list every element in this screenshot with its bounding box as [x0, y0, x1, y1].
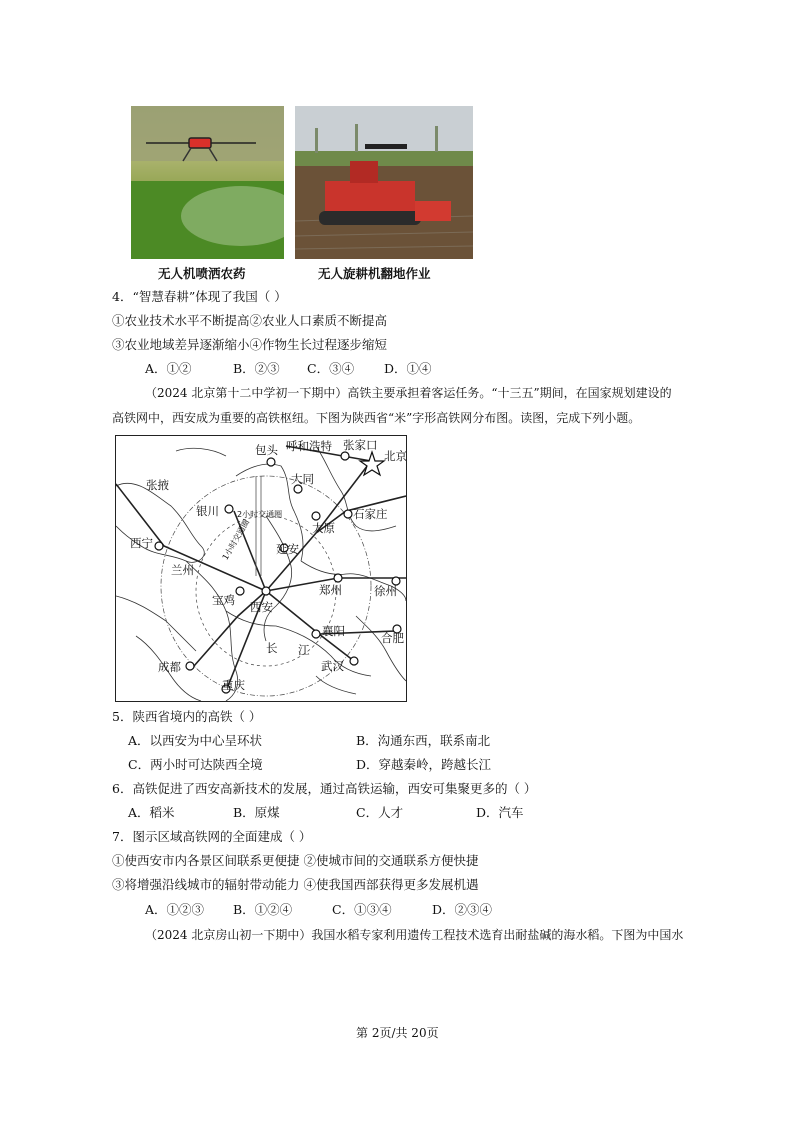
q5-option-d[interactable]: D．穿越秦岭，跨越长江: [356, 757, 492, 772]
q7-statement-2: ③将增强沿线城市的辐射带动能力 ④使我国西部获得更多发展机遇: [112, 877, 479, 892]
map-label-xining: 西宁: [130, 536, 153, 550]
q4-option-a[interactable]: A．①②: [145, 361, 192, 376]
map-label-yanan: 延安: [276, 542, 299, 556]
page-footer: 第 2页/共 20页: [356, 1026, 439, 1040]
q4-statement-1: ①农业技术水平不断提高②农业人口素质不断提高: [112, 313, 388, 328]
map-label-taiyuan: 太原: [312, 521, 335, 535]
map-label-circle-2h: 2小时交通圈: [237, 510, 283, 519]
map-label-yinchuan: 银川: [196, 504, 219, 518]
intro-2-line-2: 高铁网中，西安成为重要的高铁枢纽。下图为陕西省“米”字形高铁网分布图。读图，完成下列小题。: [112, 411, 641, 425]
drone-photo: [131, 106, 284, 259]
q6-option-a[interactable]: A．稻米: [128, 805, 175, 820]
q6-option-c[interactable]: C．人才: [356, 805, 404, 820]
map-label-xian: 西安: [250, 600, 273, 614]
q5-stem: 5．陕西省境内的高铁（ ）: [112, 709, 262, 724]
map-label-chengdu: 成都: [158, 660, 181, 674]
map-label-baoji: 宝鸡: [212, 593, 235, 607]
map-label-zhangjiakou: 张家口: [343, 438, 378, 452]
intro-2-line-1: （2024 北京第十二中学初一下期中）高铁主要承担着客运任务。“十三五”期间，在国家规划建设的: [145, 386, 672, 400]
q7-option-c[interactable]: C．①③④: [332, 902, 392, 917]
map-label-beijing: 北京: [384, 449, 407, 463]
map-label-wuhan: 武汉: [321, 659, 344, 673]
q6-option-b[interactable]: B．原煤: [233, 805, 280, 820]
map-label-lanzhou: 兰州: [171, 563, 194, 577]
map-label-chang: 长: [266, 641, 278, 655]
map-label-chongqing: 重庆: [222, 678, 245, 692]
map-label-datong: 大同: [291, 472, 314, 486]
map-label-shijiazhuang: 石家庄: [353, 507, 388, 521]
q4-stem: 4．“智慧春耕”体现了我国（ ）: [112, 289, 287, 304]
map-label-xiangyang: 襄阳: [322, 624, 345, 638]
q4-option-b[interactable]: B．②③: [233, 361, 280, 376]
shaanxi-railway-map: [115, 435, 407, 702]
tractor-photo: [295, 106, 473, 259]
q6-option-d[interactable]: D．汽车: [476, 805, 524, 820]
map-label-hefei: 合肥: [381, 631, 404, 645]
map-label-xuzhou: 徐州: [374, 584, 397, 598]
intro-3: （2024 北京房山初一下期中）我国水稻专家利用遗传工程技术选育出耐盐碱的海水稻。下图为中国水: [145, 928, 684, 942]
map-label-zhangye: 张掖: [146, 478, 169, 492]
q5-option-a[interactable]: A．以西安为中心呈环状: [128, 733, 263, 748]
map-label-hohhot: 呼和浩特: [286, 439, 332, 453]
tractor-caption: 无人旋耕机翻地作业: [318, 266, 431, 281]
map-label-circle-1h: 1小时交通圈: [220, 517, 252, 562]
q7-option-a[interactable]: A．①②③: [145, 902, 205, 917]
q6-stem: 6．高铁促进了西安高新技术的发展，通过高铁运输，西安可集聚更多的（ ）: [112, 781, 537, 796]
q7-stem: 7．图示区域高铁网的全面建成（ ）: [112, 829, 312, 844]
map-label-baotou: 包头: [255, 443, 278, 457]
q7-option-b[interactable]: B．①②④: [233, 902, 293, 917]
map-label-jiang: 江: [298, 643, 310, 657]
q4-option-d[interactable]: D．①④: [384, 361, 432, 376]
q4-option-c[interactable]: C．③④: [307, 361, 355, 376]
drone-caption: 无人机喷洒农药: [158, 266, 246, 281]
q4-statement-2: ③农业地域差异逐渐缩小④作物生长过程逐步缩短: [112, 337, 388, 352]
map-label-zhengzhou: 郑州: [319, 583, 342, 597]
q7-statement-1: ①使西安市内各景区间联系更便捷 ②使城市间的交通联系方便快捷: [112, 853, 479, 868]
q7-option-d[interactable]: D．②③④: [432, 902, 493, 917]
q5-option-c[interactable]: C．两小时可达陕西全境: [128, 757, 263, 772]
q5-option-b[interactable]: B．沟通东西，联系南北: [356, 733, 491, 748]
